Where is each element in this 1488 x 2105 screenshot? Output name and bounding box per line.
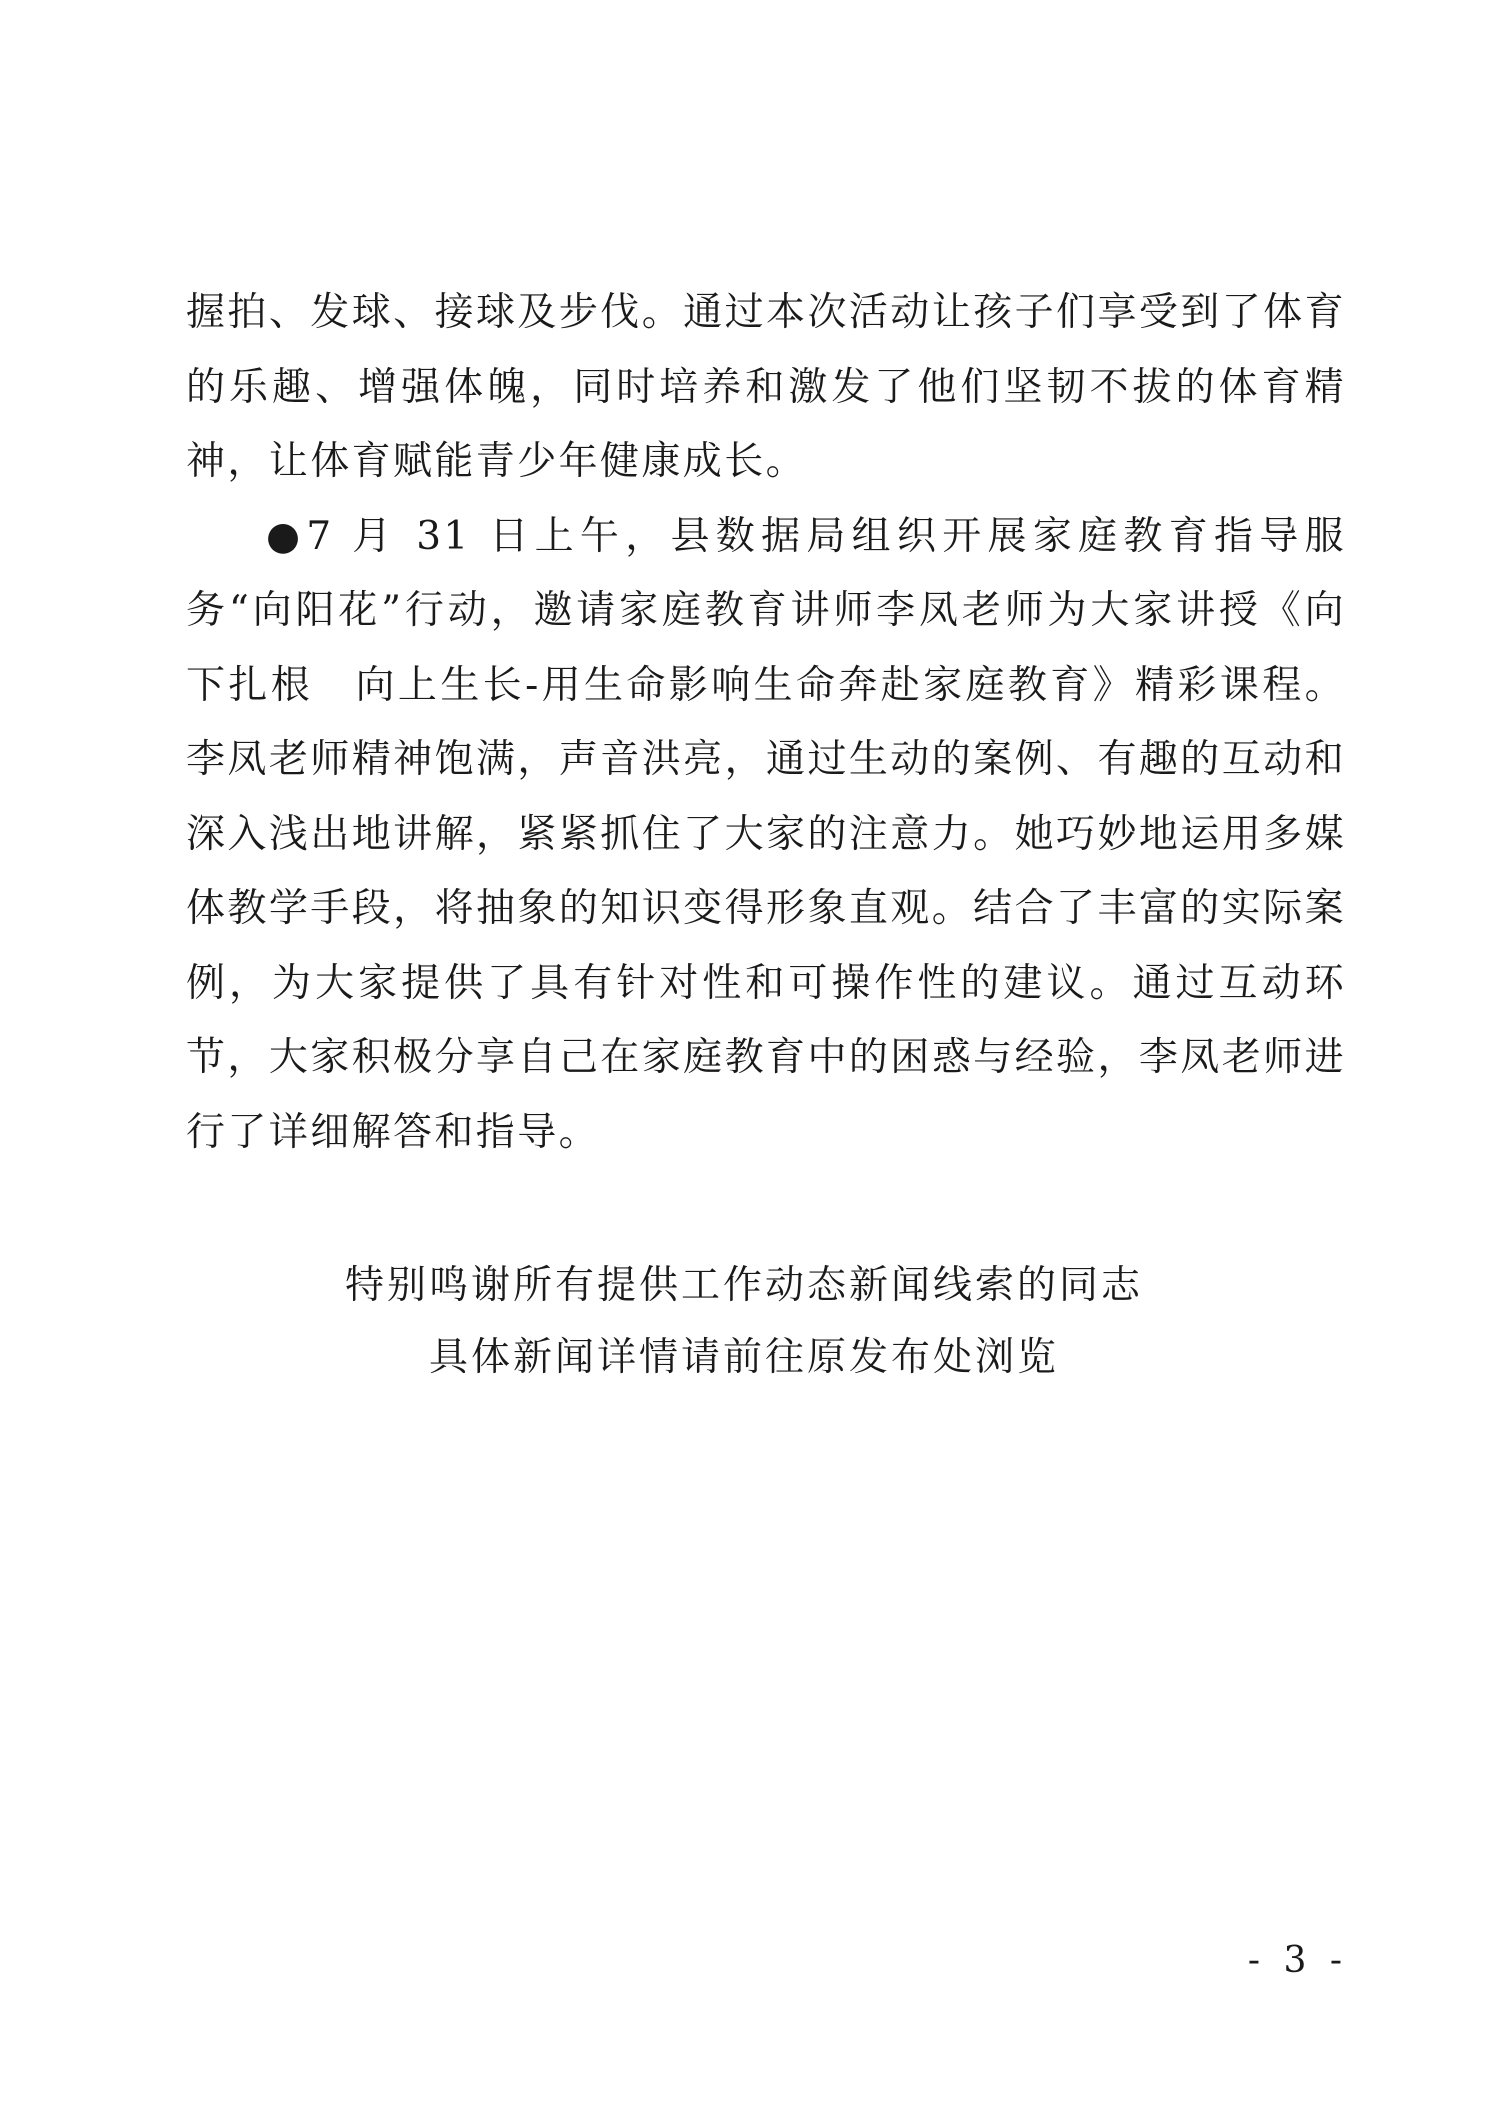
acknowledgement-line-1: 特别鸣谢所有提供工作动态新闻线索的同志	[344, 1263, 1143, 1308]
paragraph-sports-activity: 握拍、发球、接球及步伐。通过本次活动让孩子们享受到了体育的乐趣、增强体魄，同时培养和激发了他们坚韧不拔的体育精神，让体育赋能青少年健康成长。	[186, 290, 1346, 484]
acknowledgement-line-2: 具体新闻详情请前往原发布处浏览	[428, 1335, 1059, 1380]
body-text	[186, 276, 1346, 1170]
page-number: - 3 -	[1247, 1940, 1348, 1981]
paragraph-family-education: ●7 月 31 日上午，县数据局组织开展家庭教育指导服务“向阳花”行动，邀请家庭教育讲师李凤老师为大家讲授《向下扎根 向上生长-用生命影响生命奔赴家庭教育》精彩课程。李凤老师精神饱满，声音洪亮，通过生动的案例、有趣的互动和深入浅出地讲解，紧紧抓住了大家的注意力。她巧妙地运用多媒体教学手段，将抽象的知识变得形象直观。结合了丰富的实际案例，为大家提供了具有针对性和可操作性的建议。通过互动环节，大家积极分享自己在家庭教育中的困惑与经验，李凤老师进行了详细解答和指导。	[186, 513, 1346, 1155]
